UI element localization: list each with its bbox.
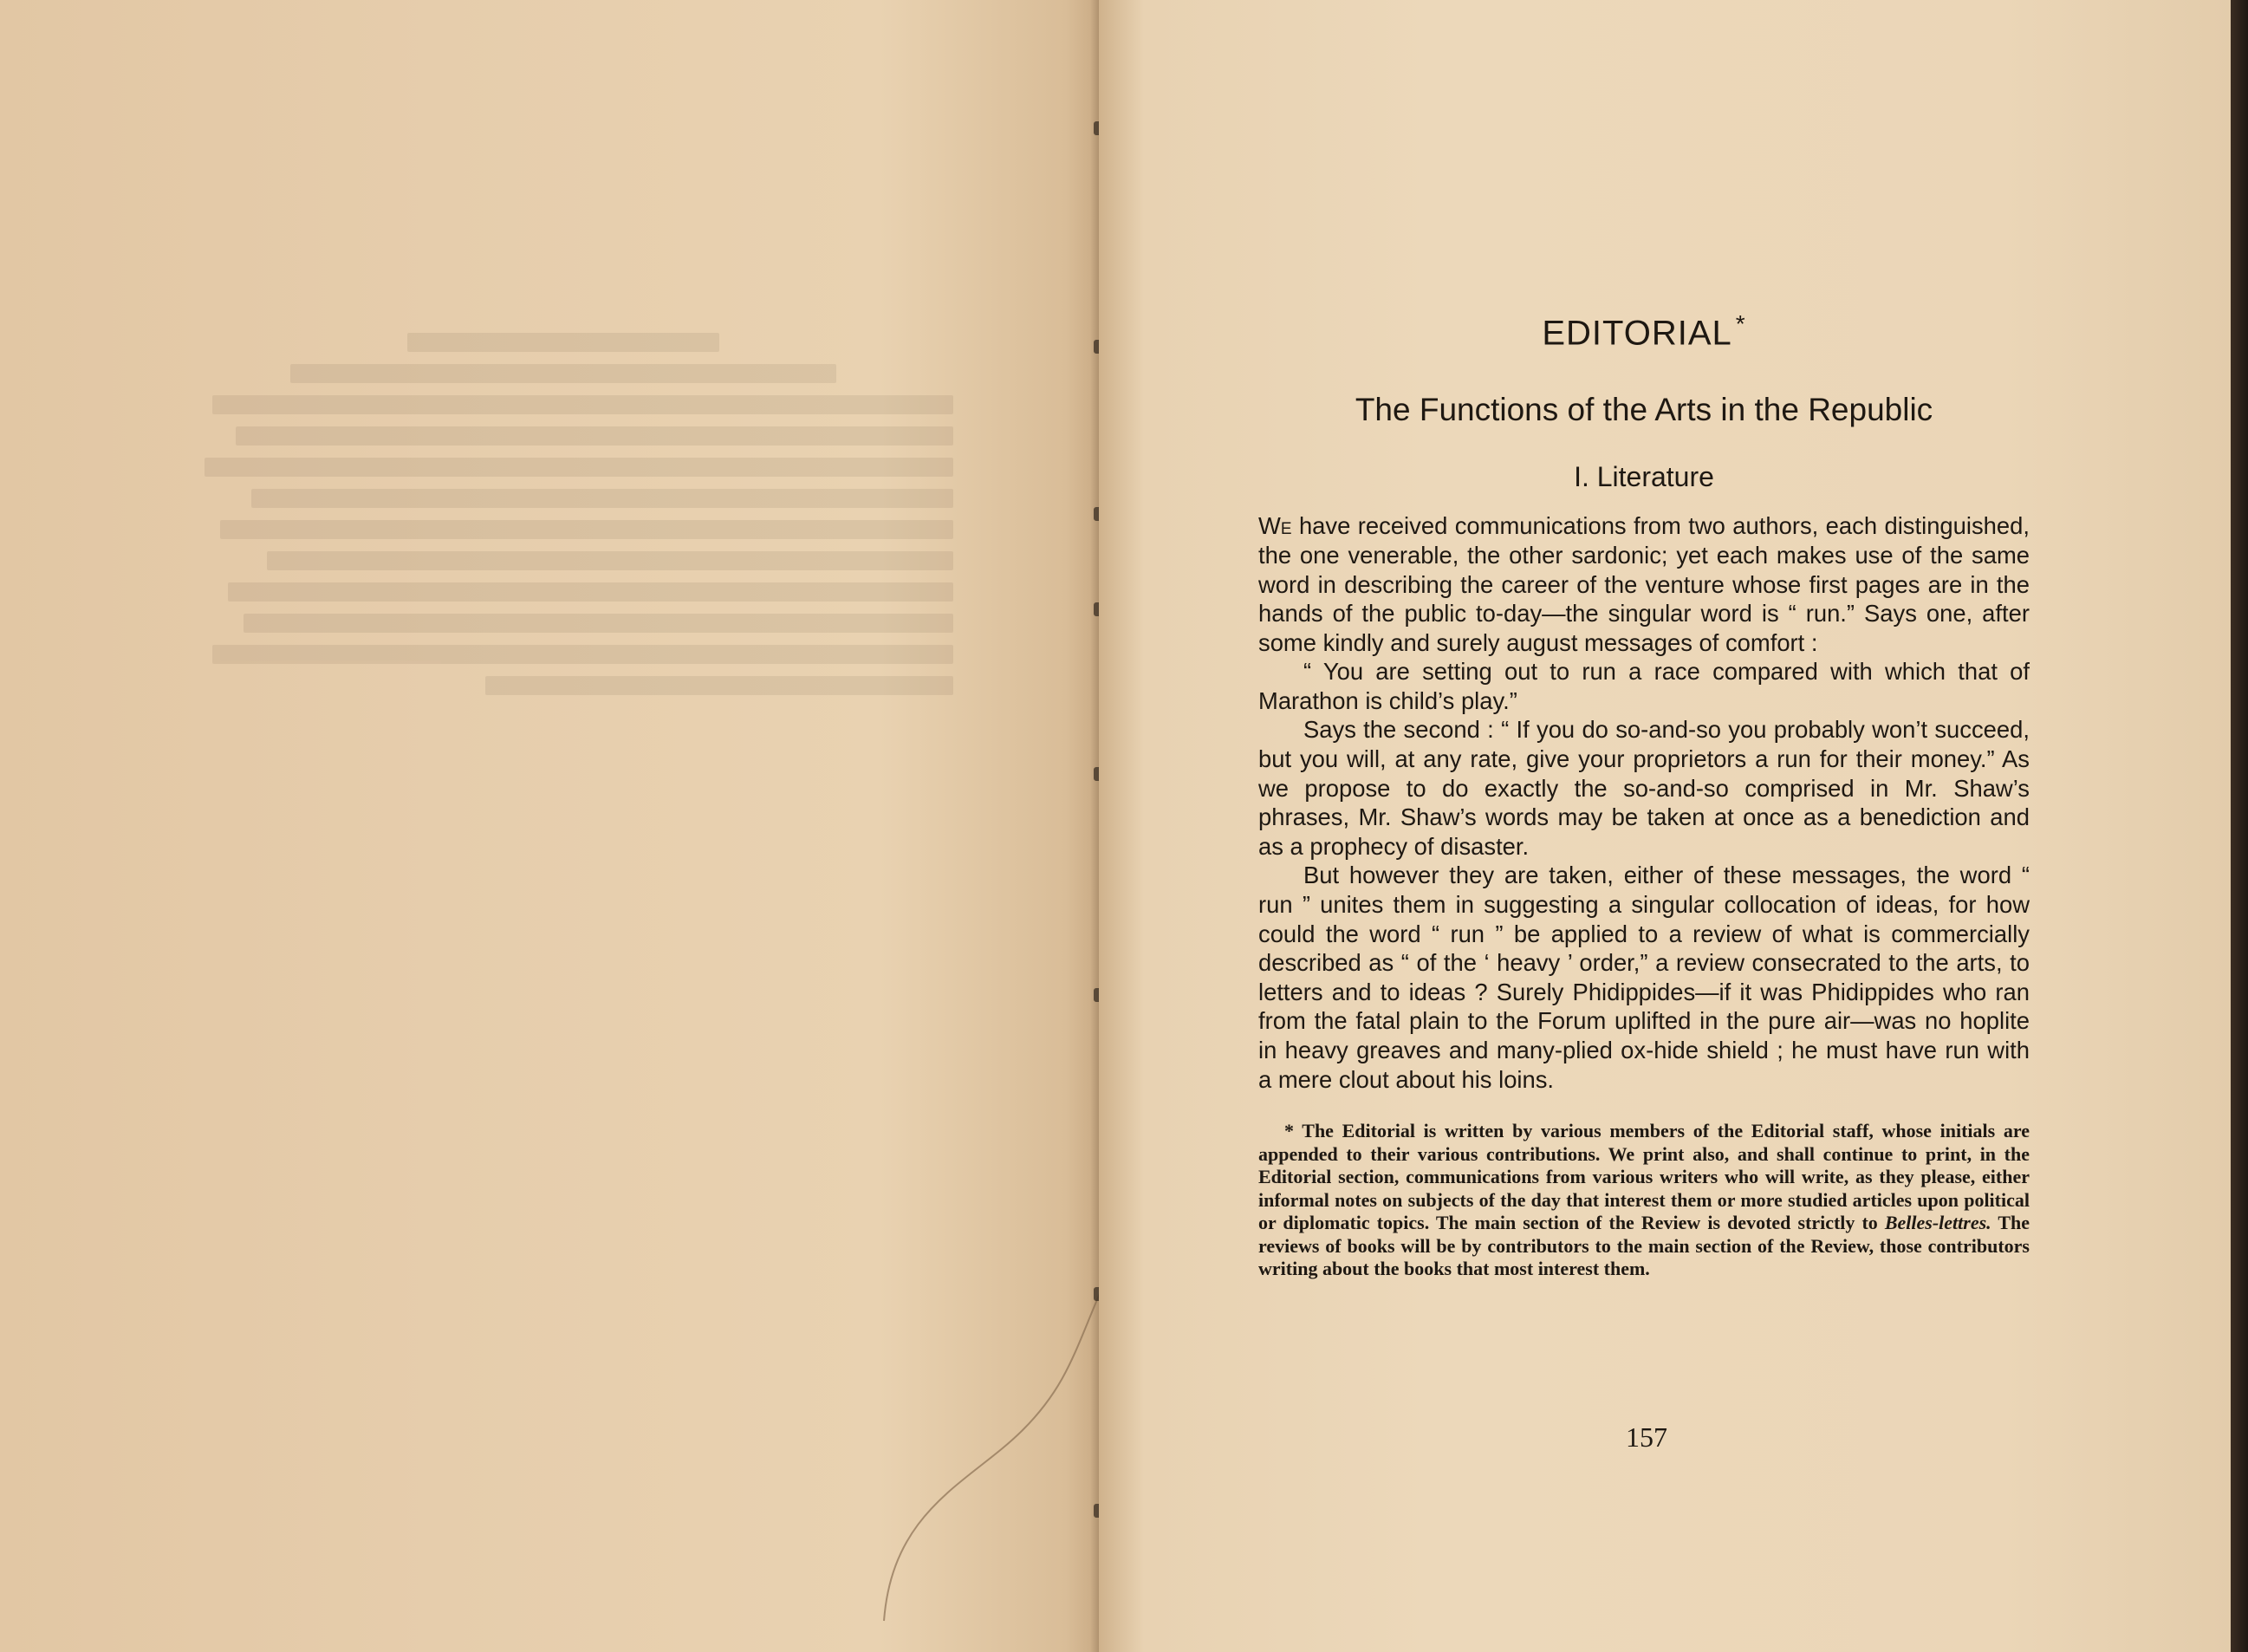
footnote-italic: Belles-lettres. [1884,1212,1991,1234]
footnote [1258,1120,2030,1281]
footnote-mark: * [1284,1120,1294,1142]
left-page-blank [0,0,1099,1652]
paragraph: “ You are setting out to run a race compared with which that of Marathon is child’s play.” [1258,658,2030,714]
bleed-through-text [173,321,953,1014]
paragraph-lead: We [1258,512,1292,540]
editorial-content [1258,312,2030,1281]
paragraph: But however they are taken, either of these messages, the word “ run ” unites them in suggesting a singular collocation of ideas, for how could the word “ run ” be applied to a review of what is commercially described as “ of the ‘ heavy ’ order,” a review consecrated to the arts, to letters and to ideas ? Surely Phidippides—if it was Phidippides who ran from the fatal plain to the Forum uplifted in the pure air—was no hoplite in heavy greaves and many-plied ox-hide shield ; he must have run with a mere clout about his loins. [1258,862,2030,1093]
page-number: 157 [1626,1421,1667,1453]
footnote-text: The Editorial is written by various members of the Editorial staff, whose initials are appended to their various contributions. We print also, and shall continue to print, in the Editorial section, communications from various writers who will write, as they please, either informal notes on subjects of the day that interest them or more studied articles upon political or diplomatic topics. The main section of the Review is devoted strictly to [1258,1120,2030,1234]
paragraph [1258,511,2030,657]
paragraph-text: have received communications from two authors, each distinguished, the one venerable, the other sardonic; yet each makes use of the same word in describing the career of the venture whose first pages are in the hands of the public to-day—the singular word is “ run.” Says one, after some kindly and surely august messages of comfort : [1258,512,2030,656]
page-edge [2231,0,2248,1652]
article-body [1258,511,2030,1094]
footnote-text: The reviews of books will be by contributors to the main section of the Review, those contributors writing about the books that most interest them. [1258,1212,2030,1280]
heading-footnote-mark: * [1735,310,1746,337]
section-title: I. Literature [1574,461,1714,493]
loose-thread [867,1283,1127,1629]
article-title: The Functions of the Arts in the Republic [1355,392,1933,428]
page-heading [1258,310,2030,353]
paragraph: Says the second : “ If you do so-and-so you probably won’t succeed, but you will, at any rate, give your proprietors a run for their money.” As we propose to do exactly the so-and-so comprised in Mr. Shaw’s phrases, Mr. Shaw’s words may be taken at once as a benediction and as a prophecy of disaster. [1258,716,2030,860]
heading-text: EDITORIAL [1542,314,1732,353]
